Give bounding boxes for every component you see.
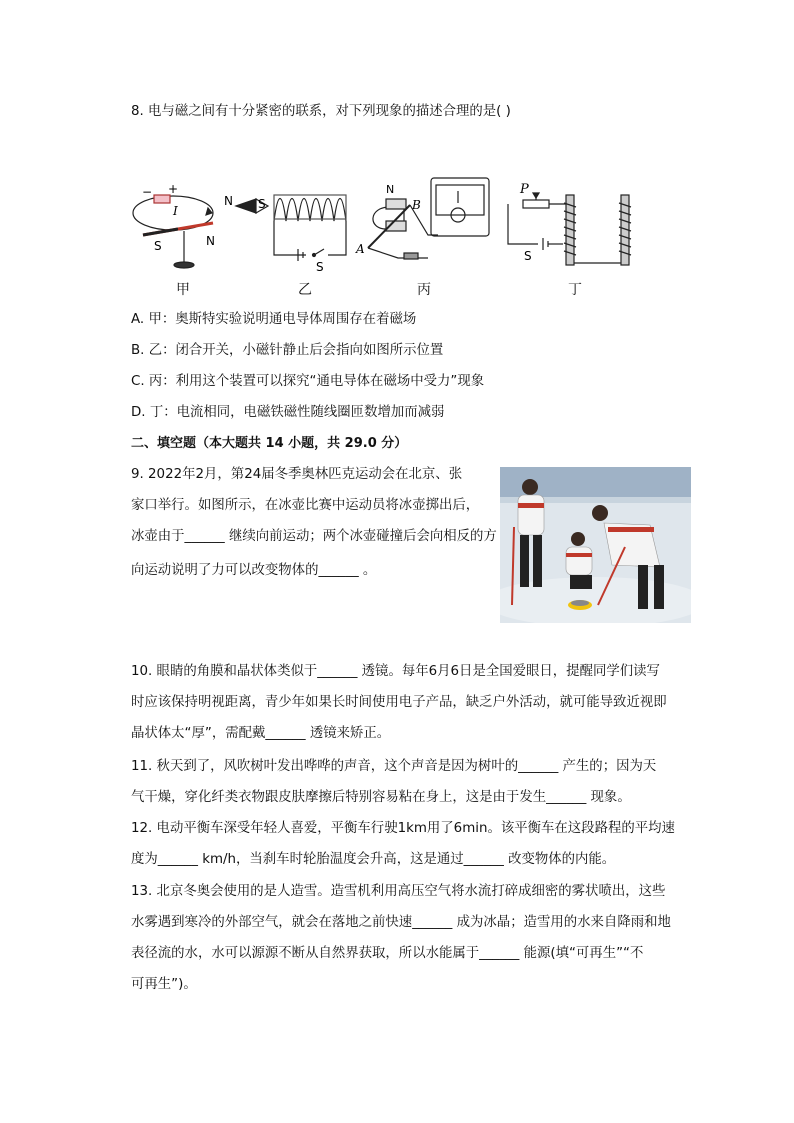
caption-yi: 乙 bbox=[298, 282, 312, 298]
question-9-line-3: 冰壶由于______ 继续向前运动；两个冰壶碰撞后会向相反的方 bbox=[131, 529, 497, 544]
question-9-line-2: 家口举行。如图所示，在冰壶比赛中运动员将冰壶掷出后， bbox=[131, 498, 480, 513]
question-10-line-2: 时应该保持明视距离，青少年如果长时间使用电子产品，缺乏户外活动，就可能导致近视即 bbox=[131, 695, 667, 710]
question-12-line-1: 12. 电动平衡车深受年轻人喜爱，平衡车行驶1km用了6min。该平衡车在这段路程的平均速 bbox=[131, 821, 675, 836]
option-d: D. 丁：电流相同，电磁铁磁性随线圈匝数增加而减弱 bbox=[131, 405, 445, 420]
label-plus: + bbox=[168, 182, 179, 196]
question-12-line-2: 度为______ km/h，当刹车时轮胎温度会升高，这是通过______ 改变物体的内能。 bbox=[131, 852, 616, 867]
label-minus: − bbox=[142, 185, 153, 199]
label-n-bing: N bbox=[386, 183, 395, 196]
caption-jia: 甲 bbox=[176, 282, 190, 298]
label-n-yi: N bbox=[224, 194, 233, 208]
question-9-line-4: 向运动说明了力可以改变物体的______ 。 bbox=[131, 563, 377, 578]
option-c: C. 丙：利用这个装置可以探究“通电导体在磁场中受力”现象 bbox=[131, 374, 485, 389]
section-heading: 二、填空题（本大题共 14 小题，共 29.0 分） bbox=[131, 436, 408, 451]
caption-bing: 丙 bbox=[417, 282, 431, 298]
label-p-ding: P bbox=[520, 182, 529, 197]
label-a-bing: A bbox=[356, 242, 365, 256]
question-10-line-3: 晶状体太“厚”，需配戴______ 透镜来矫正。 bbox=[131, 726, 391, 741]
label-n-jia: N bbox=[206, 234, 215, 248]
label-b-bing: B bbox=[412, 198, 421, 212]
label-s-yi: S bbox=[258, 197, 266, 211]
question-9-line-1: 9. 2022年2月，第24届冬季奥林匹克运动会在北京、张 bbox=[131, 467, 463, 482]
label-current: I bbox=[173, 204, 178, 218]
figure-yi bbox=[236, 195, 346, 261]
caption-ding: 丁 bbox=[568, 282, 582, 298]
option-b: B. 乙：闭合开关，小磁针静止后会指向如图所示位置 bbox=[131, 343, 444, 358]
label-s-jia: S bbox=[154, 239, 162, 253]
curling-photo bbox=[500, 467, 691, 623]
question-13-line-2: 水雾遇到寒冷的外部空气，就会在落地之前快速______ 成为冰晶；造雪用的水来自降雨和地 bbox=[131, 915, 671, 930]
question-13-line-3: 表径流的水，水可以源源不断从自然界获取，所以水能属于______ 能源(填“可再生”“不 bbox=[131, 946, 644, 961]
question-13-line-4: 可再生”)。 bbox=[131, 977, 197, 992]
label-s-ding: S bbox=[524, 249, 532, 263]
question-11-line-1: 11. 秋天到了，风吹树叶发出哗哗的声音，这个声音是因为树叶的______ 产生的；因为天 bbox=[131, 759, 657, 774]
question-11-line-2: 气干燥，穿化纤类衣物跟皮肤摩擦后特别容易粘在身上，这是由于发生______ 现象。 bbox=[131, 790, 631, 805]
label-switch-yi: S bbox=[316, 260, 324, 274]
option-a: A. 甲：奥斯特实验说明通电导体周围存在着磁场 bbox=[131, 312, 417, 327]
question-10-line-1: 10. 眼睛的角膜和晶状体类似于______ 透镜。每年6月6日是全国爱眼日，提醒同学们读写 bbox=[131, 664, 660, 679]
question-8-stem: 8. 电与磁之间有十分紧密的联系，对下列现象的描述合理的是( ) bbox=[131, 104, 511, 119]
question-13-line-1: 13. 北京冬奥会使用的是人造雪。造雪机利用高压空气将水流打碎成细密的雾状喷出，这些 bbox=[131, 884, 666, 899]
